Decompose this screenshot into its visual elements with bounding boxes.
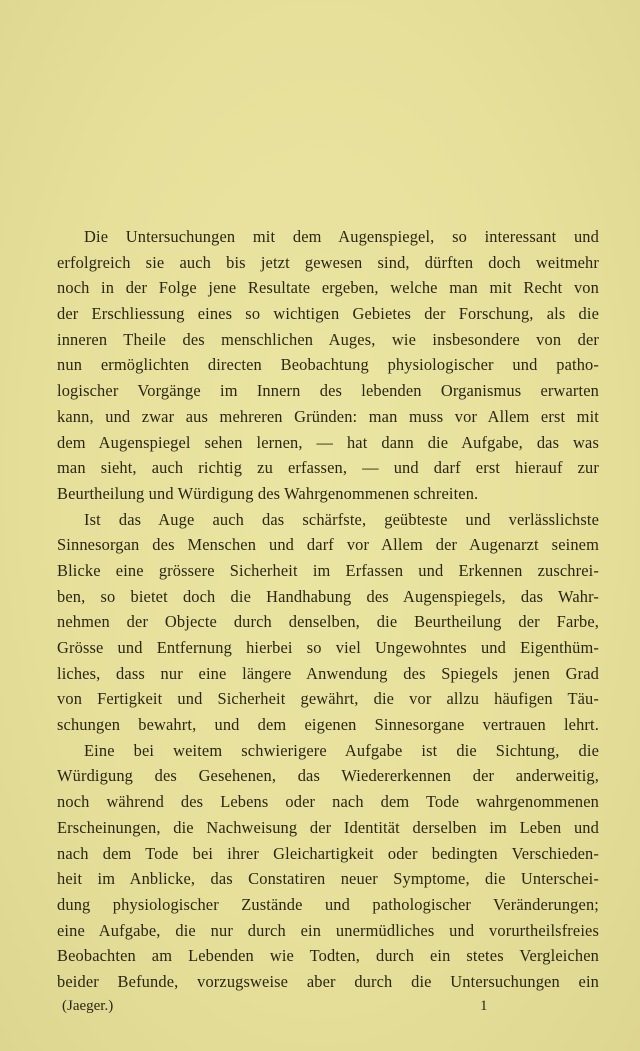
paragraph-3-line: Würdigung des Gesehenen, das Wiedererkennen der anderweitig,	[57, 766, 599, 786]
paragraph-1-line: Beurtheilung und Würdigung des Wahrgenommenen schreiten.	[57, 483, 479, 503]
paragraph-2-line: Grösse und Entfernung hierbei so viel Ungewohntes und Eigenthüm-	[57, 638, 599, 657]
body-text	[57, 224, 599, 995]
paragraph-3-line: nach dem Tode bei ihrer Gleichartigkeit oder bedingten Verschieden-	[57, 843, 599, 863]
paragraph-1-line: dem Augenspiegel sehen lernen, — hat dann die Aufgabe, das was	[57, 432, 599, 452]
paragraph-1-line: der Erschliessung eines so wichtigen Gebietes der Forschung, als die	[57, 304, 599, 324]
paragraph-2-line: von Fertigkeit und Sicherheit gewährt, die vor allzu häufigen Täu-	[57, 689, 599, 709]
paragraph-3-line: beider Befunde, vorzugsweise aber durch die Untersuchungen ein	[57, 971, 599, 991]
paragraph-3-line: noch während des Lebens oder nach dem Tode wahrgenommenen	[57, 792, 599, 812]
paragraph-2-line: schungen bewahrt, und dem eigenen Sinnesorgane vertrauen lehrt.	[57, 715, 599, 735]
paragraph-1-line: man sieht, auch richtig zu erfassen, — und darf erst hierauf zur	[57, 458, 599, 478]
paragraph-1-line: nun ermöglichten directen Beobachtung physiologischer und patho-	[57, 355, 599, 375]
paragraph-3-line: Eine bei weitem schwierigere Aufgabe ist die Sichtung, die	[84, 740, 599, 760]
paragraph-1-line: Die Untersuchungen mit dem Augenspiegel, so interessant und	[84, 227, 599, 246]
paragraph-3-line: Erscheinungen, die Nachweisung der Identität derselben im Leben und	[57, 817, 599, 837]
paragraph-2-line: Sinnesorgan des Menschen und darf vor Allem der Augenarzt seinem	[57, 535, 599, 555]
paragraph-2-line: nehmen der Objecte durch denselben, die Beurtheilung der Farbe,	[57, 612, 599, 632]
paragraph-2-line: Ist das Auge auch das schärfste, geübteste und verlässlichste	[84, 509, 599, 529]
paragraph-2-line: liches, dass nur eine längere Anwendung des Spiegels jenen Grad	[57, 663, 599, 683]
paragraph-2-line: Blicke eine grössere Sicherheit im Erfassen und Erkennen zuschrei-	[57, 560, 599, 580]
paragraph-1-line: erfolgreich sie auch bis jetzt gewesen sind, dürften doch weitmehr	[57, 252, 599, 272]
paragraph-3-line: heit im Anblicke, das Constatiren neuer Symptome, die Unterschei-	[57, 869, 599, 889]
paragraph-3-line: Beobachten am Lebenden wie Todten, durch ein stetes Vergleichen	[57, 946, 599, 966]
signature-number: 1	[480, 998, 488, 1014]
paragraph-1-line: noch in der Folge jene Resultate ergeben, welche man mit Recht von	[57, 278, 599, 298]
paragraph-1-line: inneren Theile des menschlichen Auges, wie insbesondere von der	[57, 329, 599, 349]
signature-mark: (Jaeger.)	[62, 998, 114, 1014]
paragraph-2-line: ben, so bietet doch die Handhabung des Augenspiegels, das Wahr-	[57, 586, 599, 606]
paragraph-1-line: kann, und zwar aus mehreren Gründen: man muss vor Allem erst mit	[57, 406, 599, 426]
page-footer	[62, 998, 502, 1024]
paragraph-3-line: eine Aufgabe, die nur durch ein unermüdliches und vorurtheilsfreies	[57, 920, 599, 940]
paragraph-3-line: dung physiologischer Zustände und pathologischer Veränderungen;	[57, 894, 599, 914]
paragraph-1-line: logischer Vorgänge im Innern des lebenden Organismus erwarten	[57, 381, 599, 401]
